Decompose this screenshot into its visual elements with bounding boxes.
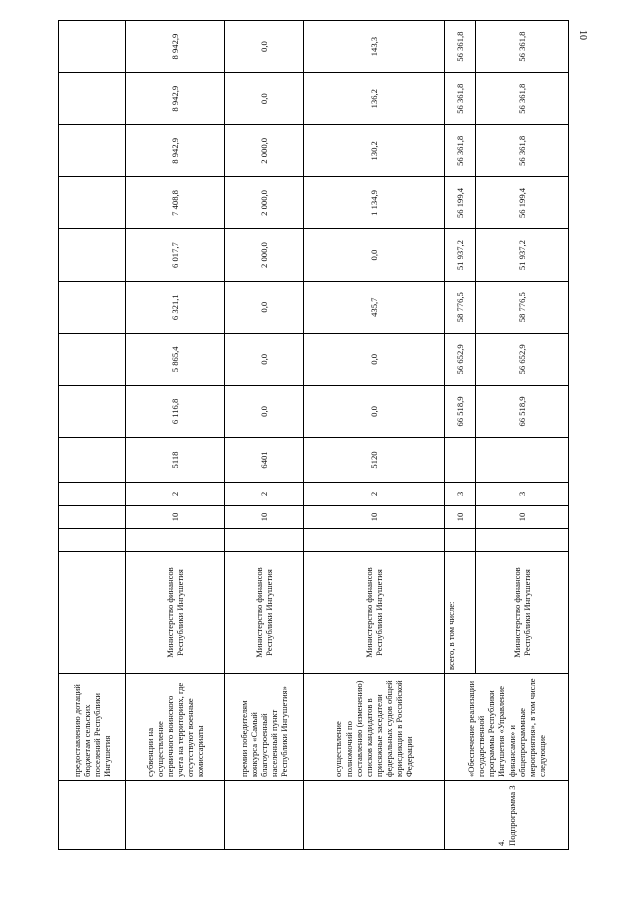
executor-cell: Министерство финансов Республики Ингушетия: [304, 552, 445, 674]
value-cell: 58 776,5: [476, 281, 569, 333]
code-cell-extra: [445, 529, 476, 552]
value-cell: 0,0: [225, 333, 304, 385]
code-cell-pp: 3: [445, 483, 476, 506]
table-row: [304, 21, 445, 850]
value-cell: 2 000,0: [225, 125, 304, 177]
value-cell: 6 017,7: [126, 229, 225, 281]
value-cell: 8 942,9: [126, 73, 225, 125]
value-cell: [59, 229, 126, 281]
program-cell: [225, 781, 304, 850]
code-cell-gp: 10: [476, 506, 569, 529]
code-cell-gp: 10: [225, 506, 304, 529]
table-row: [59, 21, 126, 850]
measure-name-cell: премии победителям конкурса «Самый благоустроенный населенный пункт Республики Ингушетия»: [225, 674, 304, 781]
executor-cell: всего, в том числе:: [445, 552, 476, 674]
value-cell: 0,0: [225, 281, 304, 333]
value-cell: 435,7: [304, 281, 445, 333]
value-cell: 66 518,9: [445, 385, 476, 437]
code-cell-pp: 2: [304, 483, 445, 506]
code-cell-main: 5120: [304, 438, 445, 483]
value-cell: 130,2: [304, 125, 445, 177]
value-cell: 56 361,8: [445, 21, 476, 73]
value-cell: [59, 385, 126, 437]
value-cell: 0,0: [304, 385, 445, 437]
program-cell: [304, 781, 445, 850]
measure-name-cell: «Обеспечение реализации государственной программы Республики Ингушетия «Управление финансами» и общепрограммные мероприятия», в том числе следующие: [445, 674, 569, 781]
code-cell-main: [59, 438, 126, 483]
executor-cell: Министерство финансов Республики Ингушетия: [225, 552, 304, 674]
value-cell: 136,2: [304, 73, 445, 125]
value-cell: 51 937,2: [476, 229, 569, 281]
value-cell: 56 361,8: [476, 73, 569, 125]
value-cell: 8 942,9: [126, 125, 225, 177]
value-cell: [59, 333, 126, 385]
value-cell: [59, 21, 126, 73]
value-cell: 8 942,9: [126, 21, 225, 73]
page-number: 10: [577, 30, 588, 40]
value-cell: 56 199,4: [476, 177, 569, 229]
executor-cell: Министерство финансов Республики Ингушетия: [126, 552, 225, 674]
measure-name-cell: субвенции на осуществление первичного воинского учета на территориях, где отсутствуют военные комиссариаты: [126, 674, 225, 781]
value-cell: 6 116,8: [126, 385, 225, 437]
code-cell-extra: [304, 529, 445, 552]
value-cell: 66 518,9: [476, 385, 569, 437]
table-row: [126, 21, 225, 850]
value-cell: 0,0: [304, 333, 445, 385]
value-cell: 0,0: [304, 229, 445, 281]
value-cell: [59, 281, 126, 333]
value-cell: 0,0: [225, 21, 304, 73]
value-cell: 56 652,9: [476, 333, 569, 385]
code-cell-gp: [59, 506, 126, 529]
rotated-table-wrapper: [58, 20, 578, 850]
code-cell-extra: [59, 529, 126, 552]
value-cell: 56 361,8: [476, 125, 569, 177]
value-cell: 143,3: [304, 21, 445, 73]
code-cell-extra: [126, 529, 225, 552]
value-cell: [59, 177, 126, 229]
code-cell-pp: 3: [476, 483, 569, 506]
value-cell: 56 361,8: [445, 73, 476, 125]
value-cell: [59, 73, 126, 125]
code-cell-gp: 10: [126, 506, 225, 529]
program-cell: 4. Подпрограмма 3: [445, 781, 569, 850]
budget-table: [58, 20, 569, 850]
value-cell: 56 361,8: [445, 125, 476, 177]
executor-cell: Министерство финансов Республики Ингушетия: [476, 552, 569, 674]
value-cell: 51 937,2: [445, 229, 476, 281]
code-cell-extra: [225, 529, 304, 552]
value-cell: 56 361,8: [476, 21, 569, 73]
table-row: [445, 21, 476, 850]
executor-cell: [59, 552, 126, 674]
code-cell-main: [445, 438, 476, 483]
value-cell: 2 000,0: [225, 229, 304, 281]
value-cell: 5 865,4: [126, 333, 225, 385]
table-row: [225, 21, 304, 850]
budget-table-body: [59, 21, 569, 850]
code-cell-pp: 2: [225, 483, 304, 506]
value-cell: 1 134,9: [304, 177, 445, 229]
value-cell: [59, 125, 126, 177]
program-cell: [126, 781, 225, 850]
code-cell-main: 6401: [225, 438, 304, 483]
code-cell-gp: 10: [445, 506, 476, 529]
value-cell: 6 321,1: [126, 281, 225, 333]
value-cell: 56 199,4: [445, 177, 476, 229]
code-cell-pp: [59, 483, 126, 506]
value-cell: 0,0: [225, 385, 304, 437]
code-cell-gp: 10: [304, 506, 445, 529]
value-cell: 7 408,8: [126, 177, 225, 229]
value-cell: 2 000,0: [225, 177, 304, 229]
value-cell: 0,0: [225, 73, 304, 125]
code-cell-main: [476, 438, 569, 483]
code-cell-pp: 2: [126, 483, 225, 506]
code-cell-main: 5118: [126, 438, 225, 483]
measure-name-cell: осуществление полномочий по составлению (изменению) списков кандидатов в присяжные заседатели федеральных судов общей юрисдикции в Российской Федерации: [304, 674, 445, 781]
measure-name-cell: предоставлению дотаций бюджетам сельских поселений Республики Ингушетия: [59, 674, 126, 781]
value-cell: 56 652,9: [445, 333, 476, 385]
value-cell: 58 776,5: [445, 281, 476, 333]
code-cell-extra: [476, 529, 569, 552]
program-cell: [59, 781, 126, 850]
